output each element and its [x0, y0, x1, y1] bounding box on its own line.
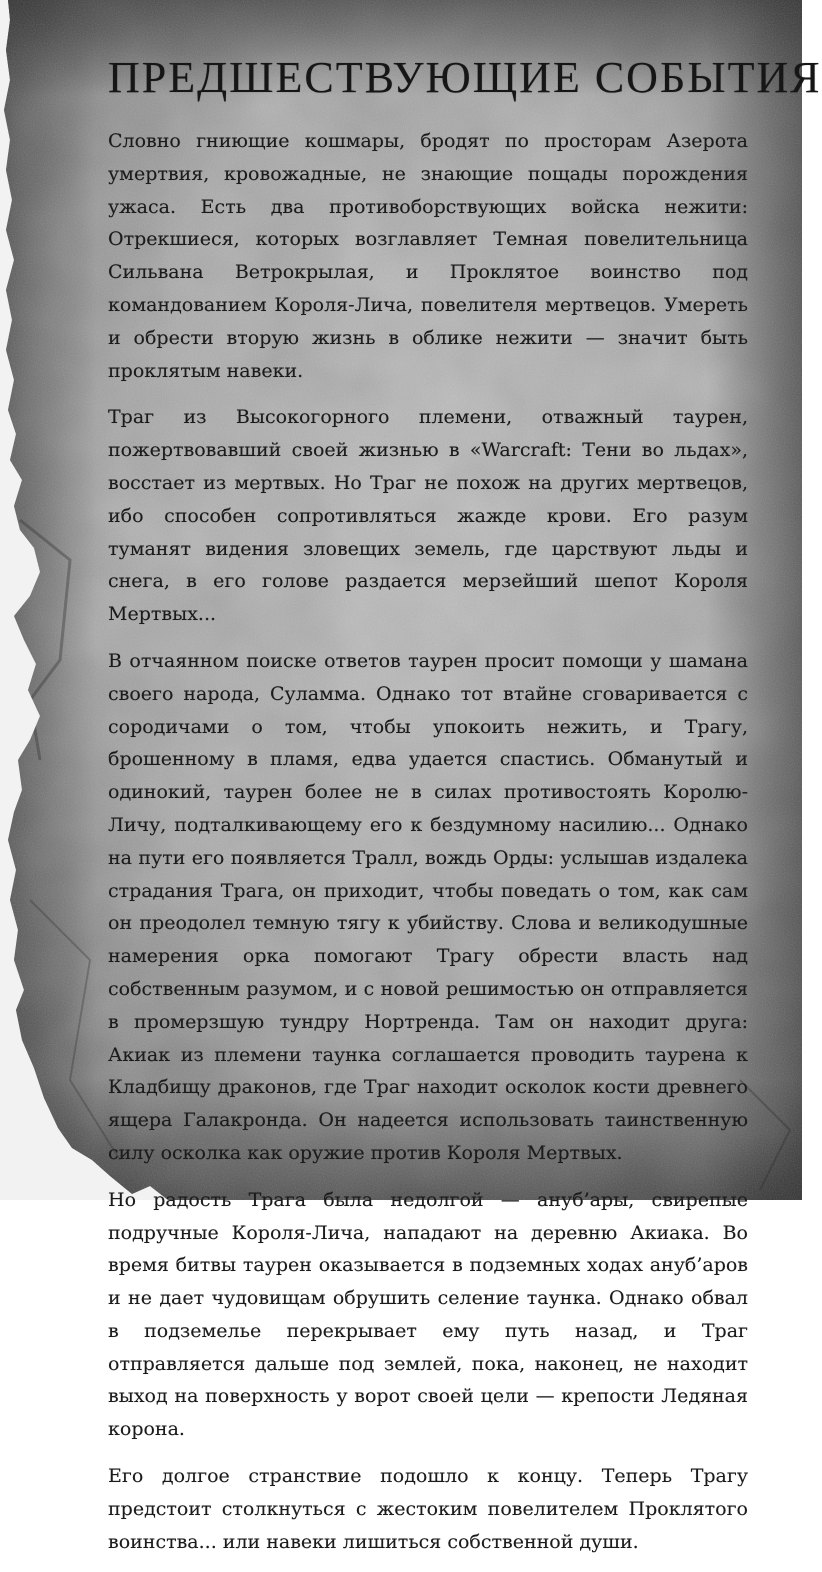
document-body [108, 52, 822, 1572]
paragraph: Словно гниющие кошмары, бродят по просторам Азерота умертвия, кровожадные, не знающие пощады порождения ужаса. Есть два противоборствующих войска нежити: Отрекшиеся, которых возглавляет Темная повелительница Сильвана Ветрокрылая, и Проклятое воинство под командованием Короля-Лича, повелителя мертвецов. Умереть и обрести вторую жизнь в облике нежити — значит быть проклятым навеки. [108, 130, 748, 382]
paragraph: Но радость Трага была недолгой — ануб’ары, свирепые подручные Короля-Лича, нападают на деревню Акиака. Во время битвы таурен оказывается в подземных ходах ануб’аров и не дает чудовищам обрушить селение таунка. Однако обвал в подземелье перекрывает ему путь назад, и Траг отправляется дальше под землей, пока, наконец, не находит выход на поверхность у ворот своей цели — крепости Ледяная корона. [108, 1188, 748, 1441]
paragraph: Его долгое странствие подошло к концу. Теперь Трагу предстоит столкнуться с жестоким повелителем Проклятого воинства... или навеки лишиться собственной души. [108, 1465, 748, 1553]
paragraph: В отчаянном поиске ответов таурен просит помощи у шамана своего народа, Суламма. Однако тот втайне сговаривается с сородичами о том, чтобы упокоить нежить, и Трагу, брошенному в пламя, едва удается спастись. Обманутый и одинокий, таурен более не в силах противостоять Королю-Личу, подталкивающему его к бездумному насилию... Однако на пути его появляется Тралл, вождь Орды: услышав издалека страдания Трага, он приходит, чтобы поведать о том, как сам он преодолел темную тягу к убийству. Слова и великодушные намерения орка помогают Трагу обрести власть над собственным разумом, и с новой решимостью он отправляется в промерзшую тундру Нортренда. Там он находит друга: Акиак из племени таунка соглашается проводить таурена к Кладбищу драконов, где Траг находит осколок кости древнего ящера Галакронда. Он надеется использовать таинственную силу осколка как оружие против Короля Мертвых. [108, 649, 748, 1164]
page-title: ПРЕДШЕСТВУЮЩИЕ СОБЫТИЯ [108, 53, 822, 102]
paragraph: Траг из Высокогорного племени, отважный таурен, пожертвовавший своей жизнью в «Warcraft: Тени во льдах», восстает из мертвых. Но Траг не похож на других мертвецов, ибо способен сопротивляться жажде крови. Его разум туманят видения зловещих земель, где царствуют льды и снега, в его голове раздается мерзейший шепот Короля Мертвых... [108, 406, 748, 626]
